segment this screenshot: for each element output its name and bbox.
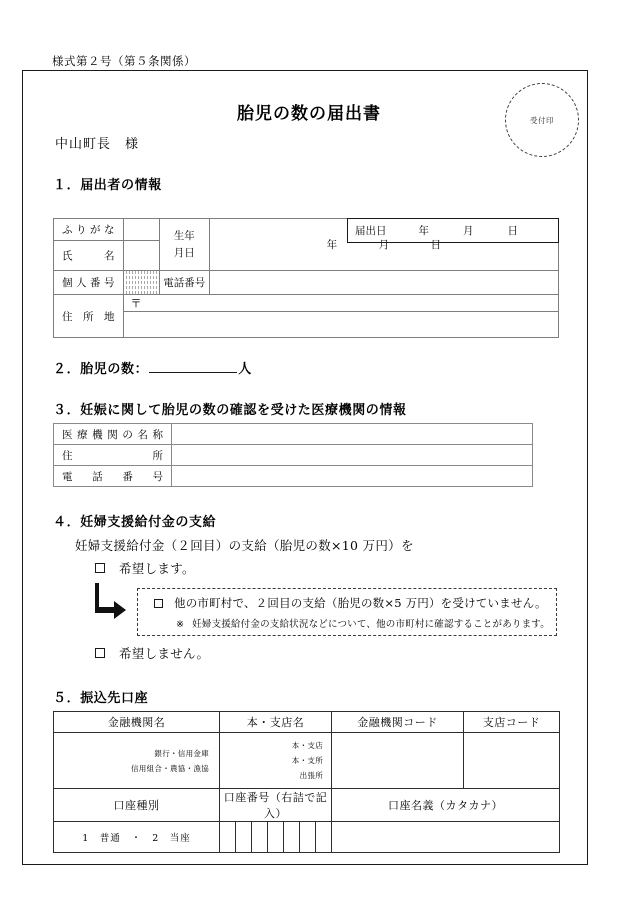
postal-code-input[interactable] [123, 295, 559, 312]
table-row-account-values [54, 822, 560, 853]
benefit-request-yes-label: 希望します。 [119, 561, 195, 576]
note-text: 妊婦支援給付金の支給状況などについて、他の市町村に確認することがあります。 [192, 619, 550, 630]
account-type-header: 口座種別 [54, 789, 220, 822]
benefit-request-yes-row[interactable] [53, 559, 559, 577]
fetus-count-input[interactable] [149, 372, 237, 373]
digit-cell[interactable] [284, 822, 300, 852]
account-number-header: 口座番号（右詰で記入） [220, 789, 332, 822]
account-holder-input[interactable] [332, 822, 560, 853]
checkbox-other-municipality[interactable] [154, 599, 163, 608]
account-number-input[interactable] [220, 822, 332, 853]
section-5-heading: ５．振込先口座 [53, 691, 149, 706]
bank-code-header: 金融機関コード [332, 712, 464, 733]
bank-name-header: 金融機関名 [54, 712, 220, 733]
postal-mark-icon: 〒 [130, 297, 142, 310]
birthdate-label-line1: 生年 [173, 230, 195, 243]
checkbox-request-no[interactable] [95, 648, 105, 658]
mynumber-cell-grid[interactable] [124, 271, 159, 294]
section-1-heading: １．届出者の情報 [53, 178, 162, 193]
digit-cell[interactable] [300, 822, 316, 852]
account-type-options[interactable]: 1 普通 ・ 2 当座 [54, 822, 220, 853]
table-row [54, 445, 533, 466]
mynumber-input[interactable] [123, 271, 159, 295]
section-4-heading: ４．妊婦支援給付金の支給 [53, 515, 217, 530]
birthdate-year: 年 [326, 239, 338, 251]
addressee-name: 中山町長 [55, 137, 112, 152]
bank-account-table [53, 711, 560, 853]
name-input[interactable] [123, 241, 159, 271]
branch-name-input[interactable] [220, 733, 332, 789]
benefit-request-no-label: 希望しません。 [119, 646, 210, 661]
bank-code-input[interactable] [332, 733, 464, 789]
addressee-honorific: 様 [125, 137, 140, 152]
institution-name-label: 医療機関の名称 [54, 424, 172, 445]
birthdate-label [159, 219, 209, 271]
telephone-input[interactable] [209, 271, 558, 295]
bank-name-input[interactable] [54, 733, 220, 789]
furigana-label: ふりがな [54, 219, 124, 241]
table-row-mynumber [54, 271, 559, 295]
digit-cell[interactable] [252, 822, 268, 852]
addressee [53, 133, 559, 152]
bent-arrow-icon [95, 583, 127, 621]
institution-address-label: 住 所 [54, 445, 172, 466]
branch-kind-line3: 出張所 [299, 771, 323, 780]
table-row [54, 424, 533, 445]
nested-declaration-box [137, 588, 557, 636]
address-input[interactable] [123, 312, 559, 338]
section-2-heading [53, 358, 559, 377]
digit-cell[interactable] [316, 822, 331, 852]
digit-cell[interactable] [268, 822, 284, 852]
checkbox-request-yes[interactable] [95, 563, 105, 573]
table-row-account-headers [54, 789, 560, 822]
nested-declaration-wrap [53, 583, 559, 639]
benefit-request-no-row[interactable] [53, 644, 559, 662]
fetus-count-unit: 人 [238, 362, 252, 377]
branch-kind-line1: 本・支店 [291, 741, 323, 750]
page-frame [22, 70, 588, 865]
bank-kind-line2: 信用組合・農協・漁協 [131, 763, 209, 773]
section-3-heading: ３．妊娠に関して胎児の数の確認を受けた医療機関の情報 [53, 403, 407, 418]
filing-date-month[interactable]: 月 [463, 225, 474, 237]
institution-tel-input[interactable] [172, 466, 533, 487]
other-municipality-row[interactable] [138, 595, 556, 611]
branch-kind-line2: 本・支所 [291, 756, 323, 765]
table-row-address [54, 312, 559, 338]
mynumber-label: 個人番号 [54, 271, 124, 295]
filing-date-label: 届出日 [355, 225, 387, 237]
birthdate-day: 日 [430, 239, 442, 251]
name-label: 氏 名 [54, 241, 124, 271]
medical-institution-table [53, 423, 533, 487]
filing-date-year[interactable]: 年 [418, 225, 429, 237]
address-label: 住 所 地 [54, 295, 124, 338]
table-row-bank-values [54, 733, 560, 789]
other-municipality-label: 他の市町村で、２回目の支給（胎児の数×5 万円）を受けていません。 [174, 596, 547, 610]
note-mark-icon: ※ [176, 619, 185, 630]
digit-cell[interactable] [157, 271, 159, 294]
filing-date-day[interactable]: 日 [507, 225, 518, 237]
table-row-address-postal [54, 295, 559, 312]
birthdate-label-line2: 月日 [173, 246, 195, 259]
digit-cell[interactable] [220, 822, 236, 852]
furigana-input[interactable] [123, 219, 159, 241]
bank-kind-line1: 銀行・信用金庫 [154, 748, 209, 758]
section-4-subtitle: 妊婦支援給付金（２回目）の支給（胎児の数×10 万円）を [75, 538, 414, 553]
birthdate-month: 月 [378, 239, 390, 251]
account-number-cell-grid[interactable] [220, 822, 331, 852]
section-1-body [53, 218, 559, 338]
section-2-label: ２．胎児の数： [53, 362, 149, 377]
table-row-bank-headers [54, 712, 560, 733]
reception-seal-label: 受付印 [530, 115, 554, 125]
institution-name-input[interactable] [172, 424, 533, 445]
filing-date-box [347, 218, 559, 243]
account-holder-header: 口座名義（カタカナ） [332, 789, 560, 822]
digit-cell[interactable] [236, 822, 252, 852]
form-number: 様式第２号（第５条関係） [52, 54, 196, 68]
branch-code-header: 支店コード [464, 712, 560, 733]
telephone-label: 電話番号 [159, 271, 209, 295]
table-row [54, 466, 533, 487]
page-title: 胎児の数の届出書 [237, 104, 381, 124]
nested-note [138, 616, 556, 630]
form-content [53, 85, 559, 853]
institution-tel-label: 電 話 番 号 [54, 466, 172, 487]
branch-code-input[interactable] [464, 733, 560, 789]
branch-name-header: 本・支店名 [220, 712, 332, 733]
institution-address-input[interactable] [172, 445, 533, 466]
